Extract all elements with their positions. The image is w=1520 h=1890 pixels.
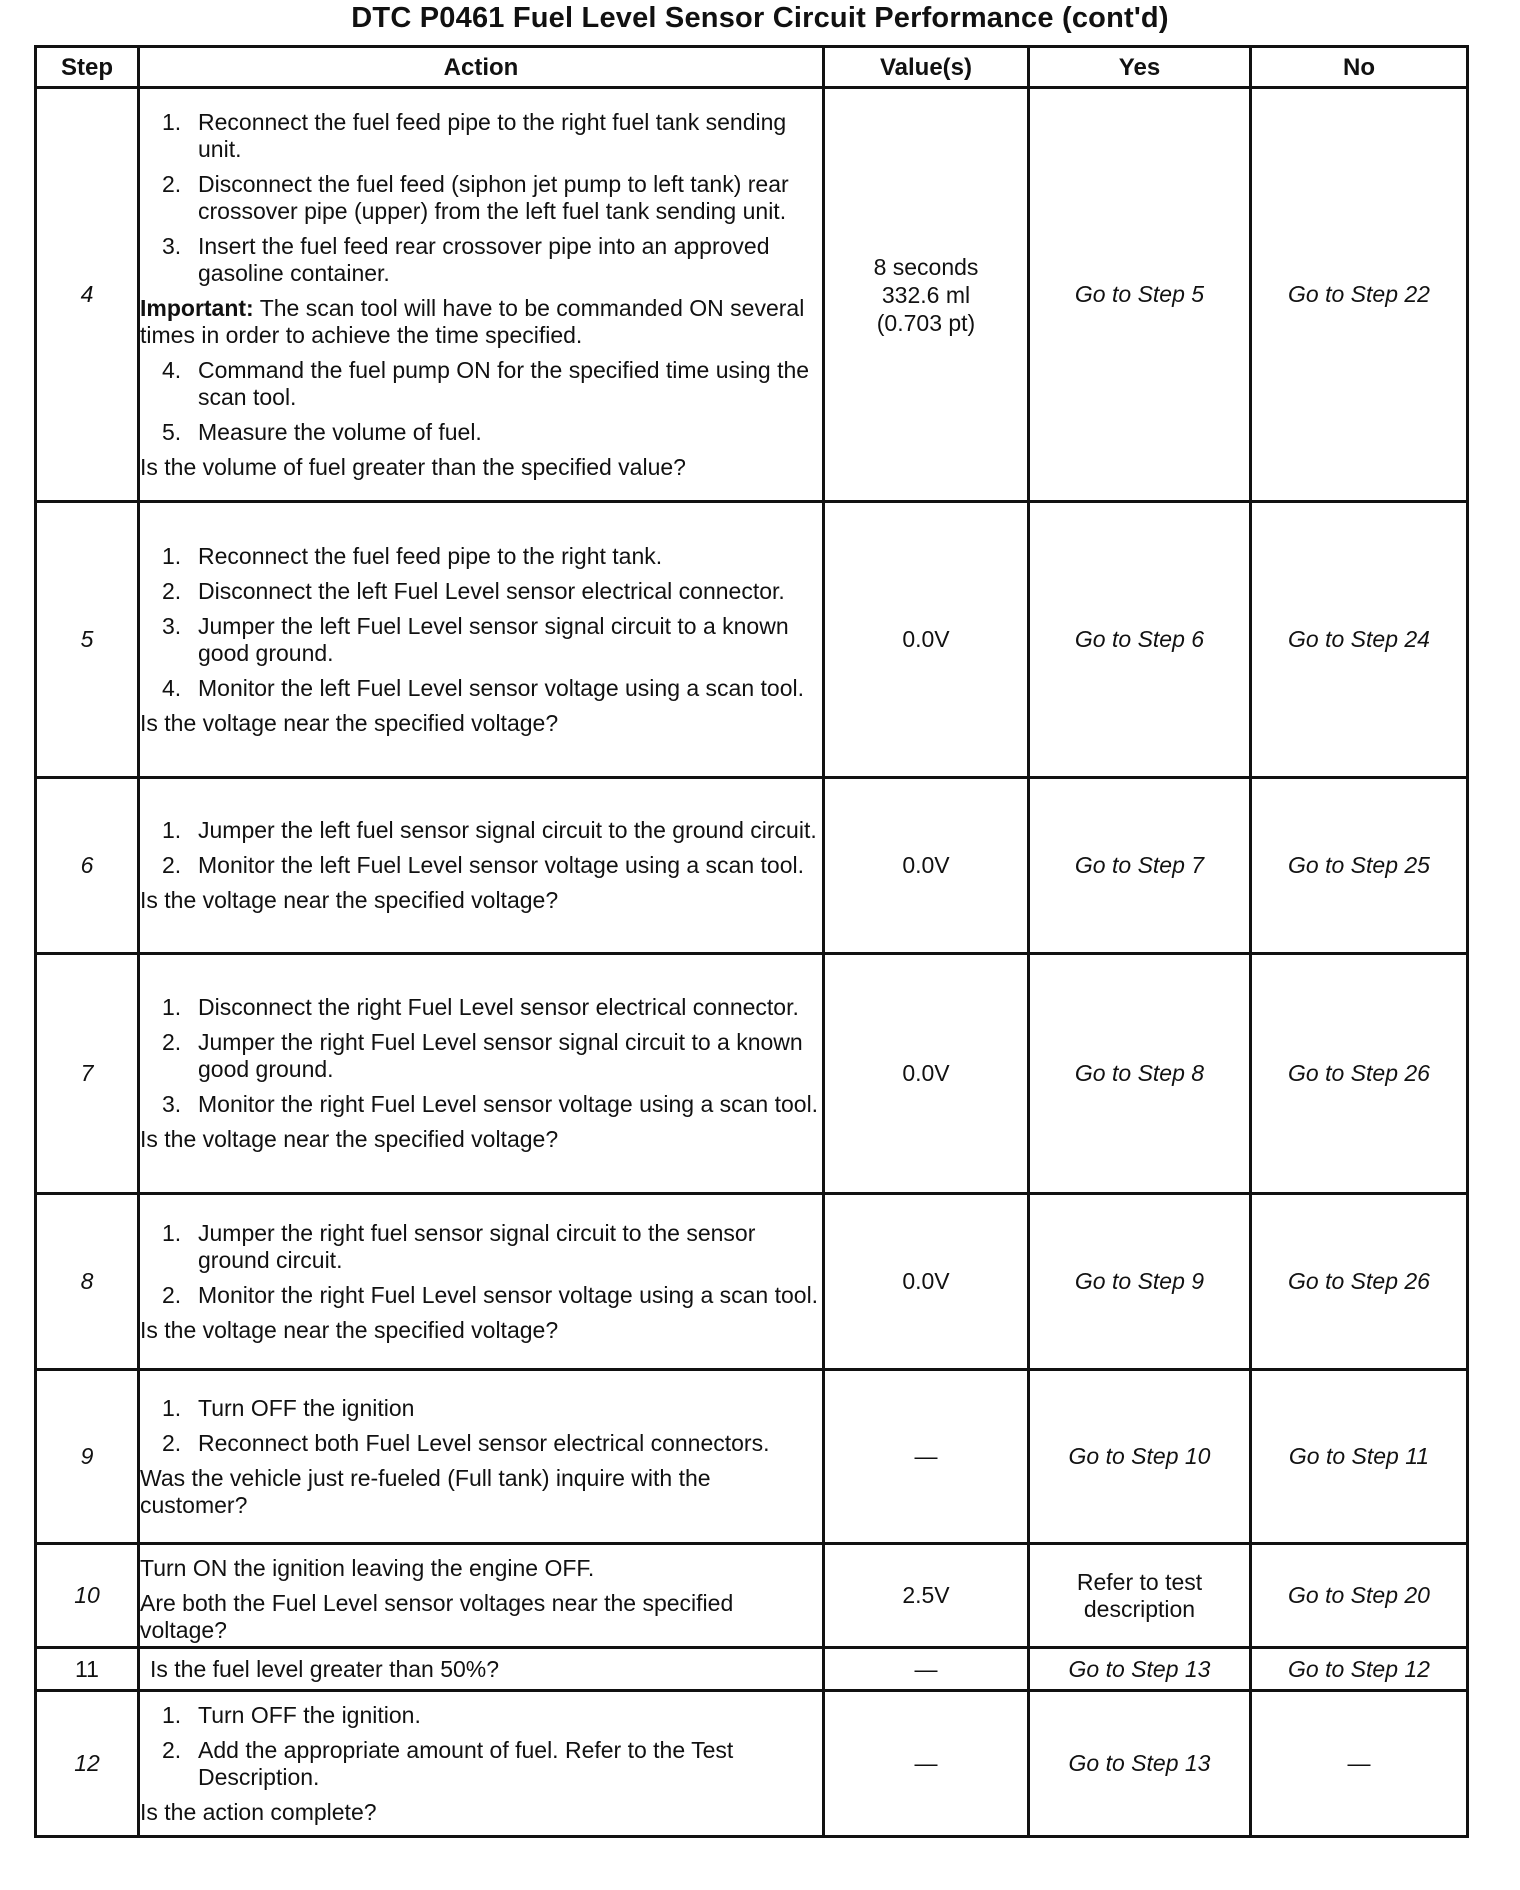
no-cell: Go to Step 22	[1251, 88, 1468, 502]
action-instruction: Turn ON the ignition leaving the engine OFF.	[140, 1555, 595, 1581]
table-row	[36, 1544, 1468, 1648]
step-number: 5	[36, 502, 139, 778]
yes-cell: Go to Step 8	[1029, 954, 1251, 1194]
header-action: Action	[139, 47, 824, 88]
action-question: Is the action complete?	[140, 1798, 377, 1825]
action-cell	[139, 1194, 824, 1370]
yes-cell: Refer to test description	[1029, 1544, 1251, 1648]
step-number: 12	[36, 1691, 139, 1837]
yes-cell: Go to Step 13	[1029, 1648, 1251, 1691]
list-item: 5. Measure the volume of fuel.	[162, 418, 482, 445]
table-row	[36, 778, 1468, 954]
step-number: 8	[36, 1194, 139, 1370]
no-cell: Go to Step 25	[1251, 778, 1468, 954]
list-item: 3. Jumper the left Fuel Level sensor signal circuit to a known good ground.	[162, 612, 789, 666]
action-list	[140, 109, 822, 287]
action-cell	[139, 88, 824, 502]
value-cell: 0.0V	[824, 954, 1029, 1194]
action-question: Is the voltage near the specified voltage?	[140, 887, 559, 913]
action-cell	[139, 778, 824, 954]
action-list	[140, 543, 822, 702]
no-cell: —	[1251, 1691, 1468, 1837]
header-step: Step	[36, 47, 139, 88]
yes-cell: Go to Step 6	[1029, 502, 1251, 778]
list-item: 2. Reconnect both Fuel Level sensor electrical connectors.	[162, 1429, 770, 1456]
list-item: 1. Reconnect the fuel feed pipe to the right tank.	[162, 542, 663, 569]
action-question: Is the fuel level greater than 50%?	[150, 1655, 500, 1682]
header-no: No	[1251, 47, 1468, 88]
list-item: 1. Reconnect the fuel feed pipe to the right fuel tank sending unit.	[162, 108, 787, 162]
table-row	[36, 1370, 1468, 1544]
yes-cell: Go to Step 7	[1029, 778, 1251, 954]
header-yes: Yes	[1029, 47, 1251, 88]
step-number: 7	[36, 954, 139, 1194]
list-item: 1. Jumper the left fuel sensor signal circuit to the ground circuit.	[162, 817, 817, 843]
value-cell: 0.0V	[824, 502, 1029, 778]
table-row	[36, 502, 1468, 778]
table-row	[36, 954, 1468, 1194]
value-cell: —	[824, 1370, 1029, 1544]
no-cell: Go to Step 24	[1251, 502, 1468, 778]
action-cell	[139, 502, 824, 778]
action-list	[140, 1395, 822, 1457]
no-cell: Go to Step 26	[1251, 954, 1468, 1194]
table-row	[36, 1691, 1468, 1837]
action-list	[140, 1220, 822, 1309]
value-cell: —	[824, 1691, 1029, 1837]
action-question: Is the voltage near the specified voltage?	[140, 1316, 559, 1343]
no-cell: Go to Step 20	[1251, 1544, 1468, 1648]
step-number: 9	[36, 1370, 139, 1544]
action-cell	[139, 1691, 824, 1837]
action-cell	[139, 954, 824, 1194]
table-row	[36, 1648, 1468, 1691]
list-item: 4. Monitor the left Fuel Level sensor voltage using a scan tool.	[162, 674, 805, 701]
action-question: Was the vehicle just re-fueled (Full tank) inquire with the customer?	[140, 1464, 711, 1518]
action-list	[140, 1702, 822, 1791]
list-item: 2. Disconnect the fuel feed (siphon jet pump to left tank) rear crossover pipe (upper) from the left fuel tank sending unit.	[162, 170, 789, 224]
no-cell: Go to Step 11	[1251, 1370, 1468, 1544]
value-cell: 8 seconds 332.6 ml (0.703 pt)	[824, 88, 1029, 502]
list-item: 2. Monitor the left Fuel Level sensor voltage using a scan tool.	[162, 852, 805, 878]
no-cell: Go to Step 12	[1251, 1648, 1468, 1691]
yes-cell: Go to Step 10	[1029, 1370, 1251, 1544]
action-question: Is the volume of fuel greater than the specified value?	[140, 453, 686, 480]
value-cell: 0.0V	[824, 1194, 1029, 1370]
step-number: 4	[36, 88, 139, 502]
action-question: Is the voltage near the specified voltage?	[140, 709, 559, 736]
important-note: Important: The scan tool will have to be commanded ON several times in order to achieve the time specified.	[140, 294, 805, 348]
no-cell: Go to Step 26	[1251, 1194, 1468, 1370]
yes-cell: Go to Step 9	[1029, 1194, 1251, 1370]
list-item: 4. Command the fuel pump ON for the specified time using the scan tool.	[162, 356, 810, 410]
list-item: 1. Jumper the right fuel sensor signal circuit to the sensor ground circuit.	[162, 1219, 756, 1273]
action-cell	[139, 1370, 824, 1544]
action-question: Is the voltage near the specified voltage?	[140, 1126, 559, 1152]
list-item: 2. Add the appropriate amount of fuel. Refer to the Test Description.	[162, 1736, 734, 1790]
table-header-row	[36, 47, 1468, 88]
list-item: 3. Monitor the right Fuel Level sensor voltage using a scan tool.	[162, 1091, 819, 1117]
yes-cell: Go to Step 13	[1029, 1691, 1251, 1837]
step-number: 11	[36, 1648, 139, 1691]
list-item: 1. Turn OFF the ignition	[162, 1394, 415, 1421]
list-item: 1. Disconnect the right Fuel Level sensor electrical connector.	[162, 994, 799, 1020]
list-item: 1. Turn OFF the ignition.	[162, 1701, 421, 1728]
action-cell	[139, 1544, 824, 1648]
action-list	[140, 994, 822, 1118]
step-number: 10	[36, 1544, 139, 1648]
table-row	[36, 1194, 1468, 1370]
list-item: 3. Insert the fuel feed rear crossover pipe into an approved gasoline container.	[162, 232, 770, 286]
diagnostic-table	[34, 45, 1469, 1838]
yes-cell: Go to Step 5	[1029, 88, 1251, 502]
table-row	[36, 88, 1468, 502]
action-cell	[139, 1648, 824, 1691]
action-question: Are both the Fuel Level sensor voltages near the specified voltage?	[140, 1590, 734, 1643]
list-item: 2. Disconnect the left Fuel Level sensor electrical connector.	[162, 577, 785, 604]
list-item: 2. Monitor the right Fuel Level sensor voltage using a scan tool.	[162, 1281, 819, 1308]
header-value: Value(s)	[824, 47, 1029, 88]
value-cell: —	[824, 1648, 1029, 1691]
value-cell: 0.0V	[824, 778, 1029, 954]
value-cell: 2.5V	[824, 1544, 1029, 1648]
action-list	[140, 357, 822, 446]
page-title: DTC P0461 Fuel Level Sensor Circuit Performance (cont'd)	[351, 2, 1169, 34]
list-item: 2. Jumper the right Fuel Level sensor signal circuit to a known good ground.	[162, 1029, 803, 1082]
action-list	[140, 817, 822, 879]
step-number: 6	[36, 778, 139, 954]
